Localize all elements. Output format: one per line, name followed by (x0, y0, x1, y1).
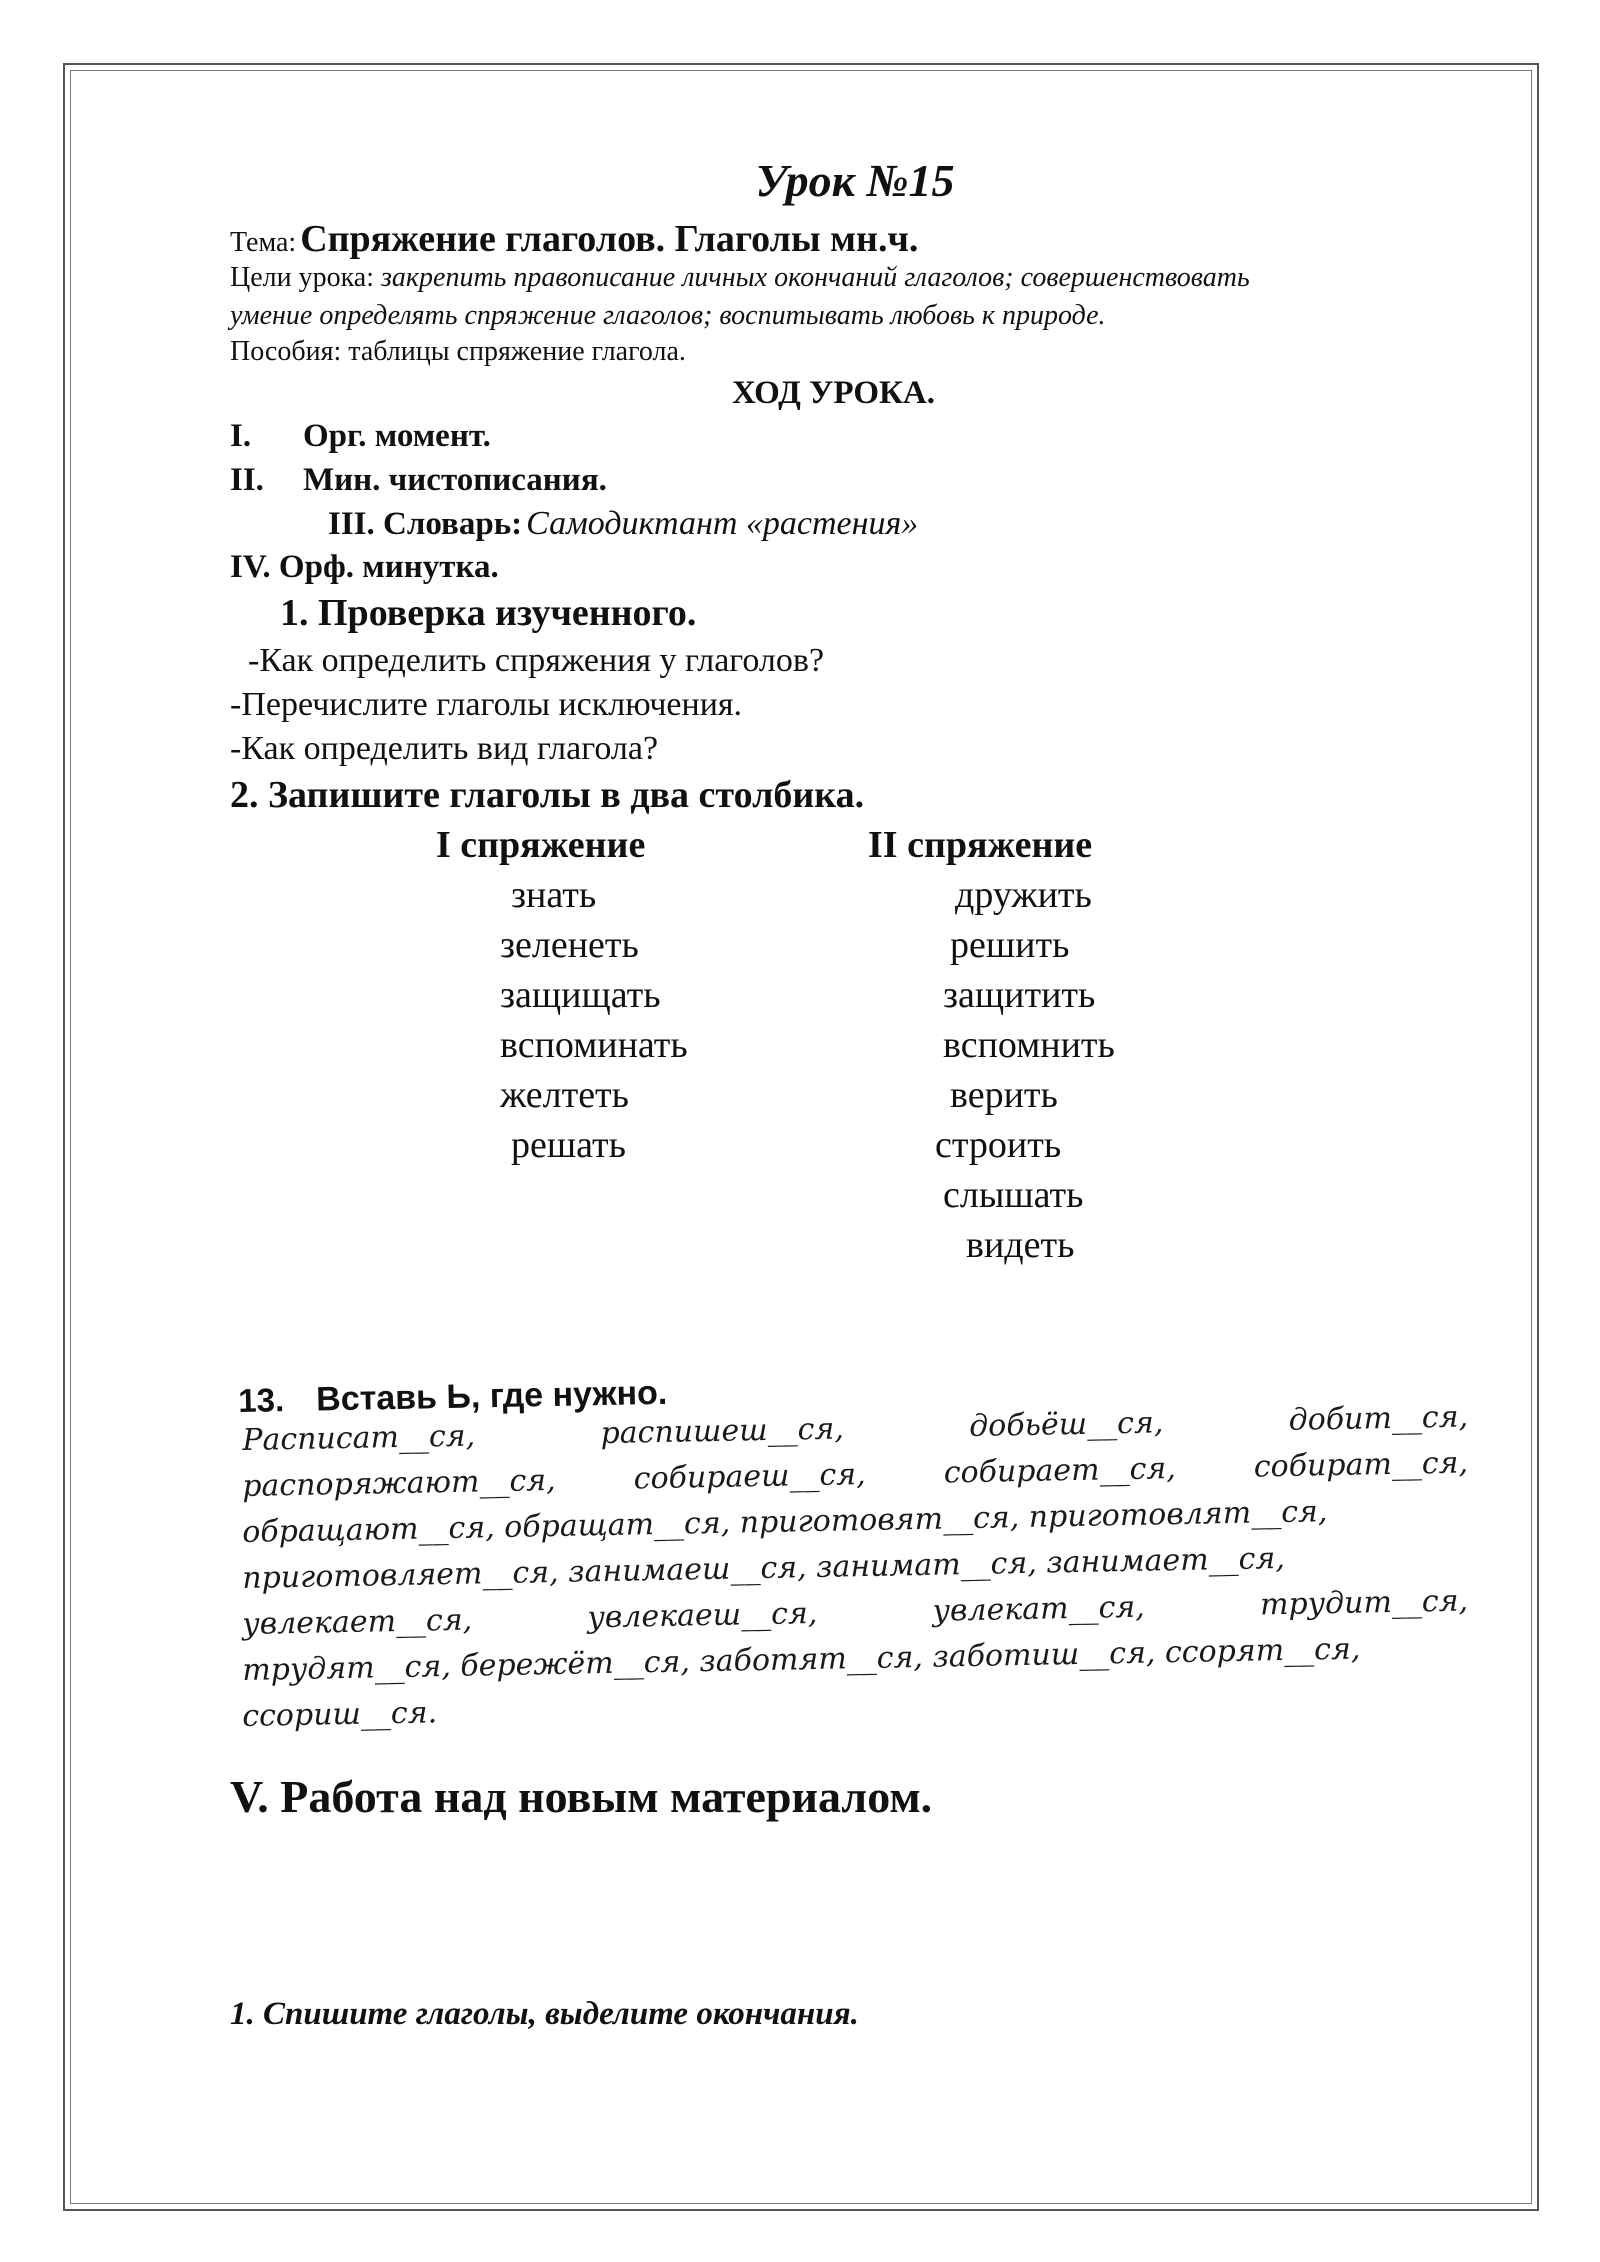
topic-text: Спряжение глаголов. Глаголы мн.ч. (300, 218, 919, 260)
exercise-item: распоряжают__ся, (241, 1462, 556, 1504)
goals-line-1 (230, 264, 1250, 292)
col2-word: вспомнить (943, 1024, 1115, 1066)
col2-word: строить (935, 1124, 1062, 1166)
outline-ii-num: II. (230, 462, 264, 498)
goals-text-1: закрепить правописание личных окончаний глаголов; совершенствовать (381, 262, 1250, 293)
outline-iii-text: III. Словарь: (328, 506, 523, 542)
check-question-1: -Как определить спряжения у глаголов? (248, 642, 825, 679)
exercise-item: увлекаеш__ся, (587, 1595, 818, 1636)
progress-heading: ХОД УРОКА. (732, 375, 935, 411)
outline-ii-text: Мин. чистописания. (303, 462, 607, 498)
col2-word: решить (950, 924, 1070, 966)
outline-i-num: I. (230, 418, 252, 454)
columns-task: 2. Запишите глаголы в два столбика. (230, 774, 865, 816)
col1-word: вспоминать (500, 1024, 688, 1066)
exercise-item: собирает__ся, (943, 1451, 1177, 1491)
exercise-line-3: обращают__ся, обращат__ся, приготовят__ся, приготовлят__ся, (241, 1494, 1328, 1550)
aids-line: Пособия: таблицы спряжение глагола. (230, 336, 686, 367)
col2-word: слышать (943, 1174, 1084, 1216)
lesson-title: Урок №15 (755, 155, 955, 206)
goals-label: Цели урока: (230, 262, 374, 293)
exercise-item: собират__ся, (1253, 1445, 1469, 1485)
exercise-item: собираеш__ся, (633, 1457, 866, 1497)
col1-word: знать (511, 874, 597, 916)
exercise-item: увлекает__ся, (241, 1602, 473, 1642)
exercise-item: увлекат__ся, (932, 1589, 1146, 1629)
check-heading: 1. Проверка изученного. (280, 592, 697, 634)
col2-word: верить (950, 1074, 1058, 1116)
col1-word: защищать (500, 974, 661, 1016)
outline-iii-note: Самодиктант «растения» (526, 505, 919, 542)
check-question-2: -Перечислите глаголы исключения. (230, 686, 743, 723)
goals-text-2: умение определять спряжение глаголов; воспитывать любовь к природе. (230, 300, 1106, 331)
exercise-number: 13. (237, 1381, 285, 1419)
section-5-heading: V. Работа над новым материалом. (230, 1771, 933, 1822)
col2-word: видеть (966, 1224, 1075, 1266)
topic-line (230, 220, 918, 258)
outline-i-text: Орг. момент. (303, 418, 491, 454)
exercise-13-heading (237, 1373, 668, 1419)
exercise-item: добит__ся, (1288, 1399, 1469, 1438)
col1-word: желтеть (500, 1074, 629, 1116)
exercise-instruction: Вставь Ь, где нужно. (315, 1373, 668, 1419)
outline-iv-text: IV. Орф. минутка. (230, 549, 499, 585)
exercise-line-4: приготовляет__ся, занимаеш__ся, занимат__ся, занимает__ся, (241, 1540, 1286, 1596)
exercise-line-6: трудят__ся, бережёт__ся, заботят__ся, заботиш__ся, ссорят__ся, (241, 1631, 1361, 1688)
col1-word: зеленеть (500, 924, 639, 966)
col2-word: дружить (955, 874, 1092, 916)
exercise-item: Расписат__ся, (241, 1418, 476, 1458)
outline-iii (328, 507, 918, 541)
topic-label: Тема: (230, 227, 297, 258)
exercise-item: трудит__ся, (1259, 1583, 1469, 1623)
check-question-3: -Как определить вид глагола? (230, 730, 659, 767)
exercise-line-7: ссориш__ся. (241, 1695, 438, 1734)
exercise-item: распишеш__ся, (600, 1411, 845, 1452)
section-5-task-1: 1. Спишите глаголы, выделите окончания. (230, 1996, 859, 2032)
exercise-item: добьёш__ся, (968, 1405, 1164, 1445)
column-1-header: I спряжение (436, 824, 646, 866)
col2-word: защитить (943, 974, 1096, 1016)
col1-word: решать (511, 1124, 626, 1166)
column-2-header: II спряжение (868, 824, 1093, 866)
